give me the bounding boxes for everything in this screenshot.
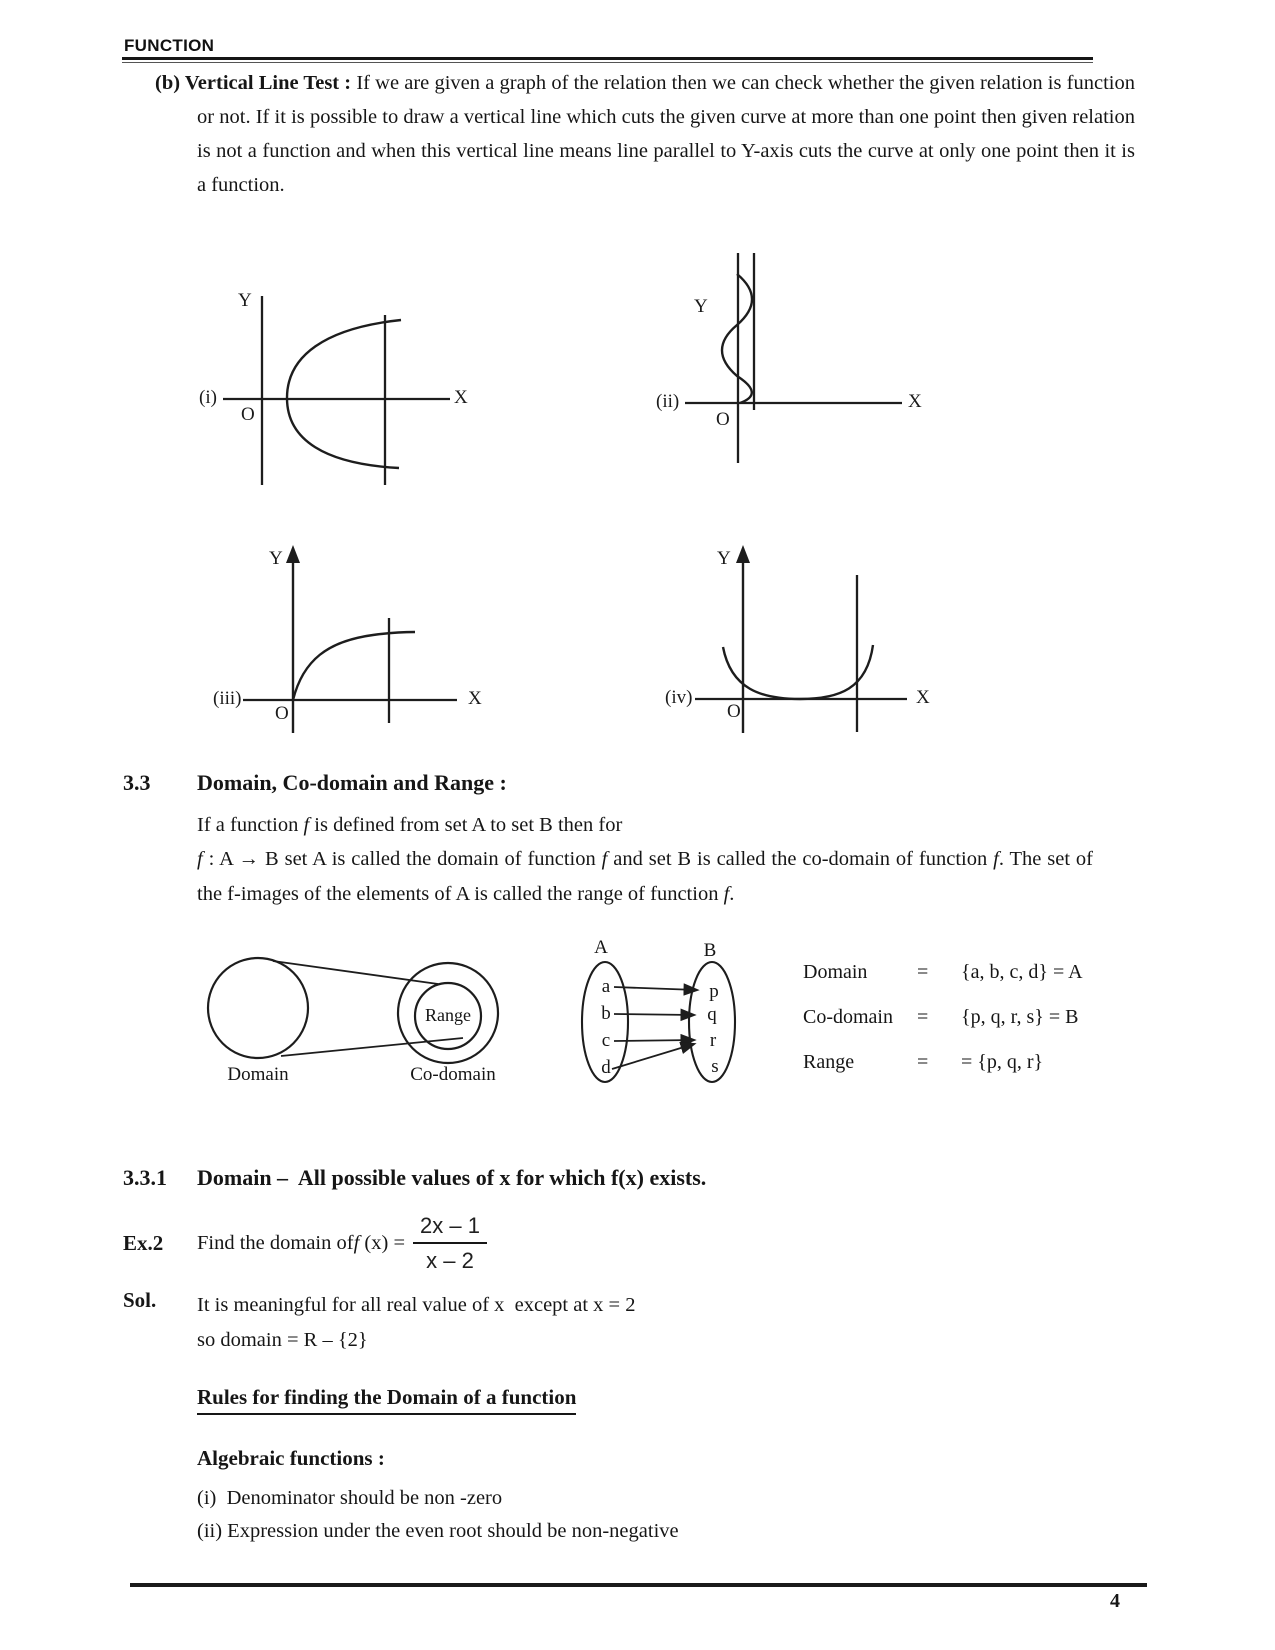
y-axis-label: Y	[717, 548, 731, 569]
set-a-label: A	[594, 937, 608, 958]
graph-iv-figure	[655, 540, 950, 735]
equation-row-codomain	[803, 995, 1103, 1040]
paragraph-lead: (b) Vertical Line Test :	[155, 72, 352, 94]
y-axis-label: Y	[238, 290, 252, 311]
equation-value: {p, q, r, s} = B	[961, 1006, 1079, 1028]
x-axis-label: X	[916, 687, 930, 708]
element-s: s	[711, 1056, 719, 1077]
algebraic-rule-item-2: (ii) Expression under the even root should be non-negative	[197, 1520, 679, 1542]
element-a: a	[601, 976, 611, 997]
equation-row-range	[803, 1040, 1103, 1085]
graph-ii-figure	[650, 228, 935, 478]
arrow-b-to-q	[614, 1014, 694, 1015]
text-segment: : A → B set A is called the domain of function	[202, 848, 602, 870]
domain-codomain-range-equations	[803, 950, 1103, 1085]
text-segment: (x) =	[359, 1231, 406, 1254]
x-axis-label: X	[468, 688, 482, 709]
paragraph-body: If we are given a graph of the relation then we can check whether the given relation is function or not. If it is possible to draw a vertical line which cuts the given curve at more than one point then given relation is not a function and when this vertical line means line parallel to Y-axis cuts the curve at only one point then it is a function.	[197, 72, 1135, 196]
equals-sign: =	[917, 961, 929, 983]
algebraic-functions-heading: Algebraic functions :	[197, 1446, 385, 1470]
element-r: r	[709, 1030, 717, 1051]
x-axis-label: X	[454, 387, 468, 408]
element-q: q	[707, 1004, 717, 1025]
equation-value: = {p, q, r}	[961, 1051, 1044, 1073]
graph-ii-tag: (ii)	[656, 391, 680, 412]
range-label: Range	[425, 1005, 471, 1025]
graph-i-tag: (i)	[199, 387, 217, 408]
text-segment: . The set of the f-images of the elements of A is called the range of function	[197, 848, 1093, 905]
domain-codomain-figure	[195, 905, 590, 1090]
italic-f: f	[723, 882, 730, 905]
subsection-title: Domain – All possible values of x for which f(x) exists.	[197, 1165, 707, 1190]
text-segment: and set B is called the co-domain of function	[607, 848, 994, 870]
section-33-paragraph	[197, 842, 1093, 911]
element-b: b	[601, 1003, 611, 1024]
graph-iii-figure	[213, 540, 498, 735]
text-segment: .	[729, 882, 735, 905]
increasing-curve	[293, 632, 415, 700]
vertical-line-test-paragraph	[155, 66, 1135, 202]
italic-f: f	[353, 1231, 360, 1254]
page-header-title: FUNCTION	[124, 36, 215, 55]
domain-label: Domain	[227, 1064, 289, 1085]
equation-label: Co-domain	[803, 1006, 893, 1028]
solution-label: Sol.	[123, 1288, 157, 1312]
y-axis-label: Y	[269, 548, 283, 569]
footer-rule	[130, 1583, 1147, 1587]
italic-f: f	[303, 814, 310, 836]
equation-value: {a, b, c, d} = A	[961, 961, 1083, 983]
equation-row-domain	[803, 950, 1103, 995]
rules-heading: Rules for finding the Domain of a function	[197, 1385, 576, 1415]
italic-f: f	[601, 848, 608, 870]
header-rule	[122, 57, 1093, 63]
section-title: Domain, Co-domain and Range :	[197, 770, 507, 795]
italic-f: f	[197, 848, 203, 870]
graph-ii	[650, 228, 935, 478]
fraction	[413, 1213, 487, 1274]
origin-label: O	[716, 409, 730, 430]
y-axis-label: Y	[694, 296, 708, 317]
origin-label: O	[727, 701, 741, 722]
y-axis-arrowhead	[736, 545, 750, 563]
x-axis-label: X	[908, 391, 922, 412]
upper-tangent-line	[273, 961, 438, 984]
mapping-diagram	[552, 928, 747, 1093]
fraction-denominator: x – 2	[426, 1247, 474, 1273]
text-segment: Find the domain of	[197, 1231, 354, 1254]
equals-sign: =	[917, 1051, 929, 1073]
equation-label: Domain	[803, 961, 868, 983]
example-2-line	[197, 1210, 487, 1276]
graph-iv-tag: (iv)	[665, 687, 693, 708]
subsection-number: 3.3.1	[123, 1165, 167, 1190]
graph-iii-tag: (iii)	[213, 688, 242, 709]
text-segment: If a function	[197, 814, 304, 836]
page-number: 4	[1110, 1590, 1120, 1612]
element-c: c	[601, 1030, 611, 1051]
graph-iv	[655, 540, 950, 735]
origin-label: O	[241, 404, 255, 425]
codomain-label: Co-domain	[410, 1064, 496, 1085]
equation-label: Range	[803, 1051, 855, 1073]
fraction-numerator: 2x – 1	[413, 1213, 487, 1244]
solution-line2: so domain = R – {2}	[197, 1329, 368, 1351]
set-b-label: B	[703, 940, 717, 961]
domain-circle	[208, 958, 308, 1058]
domain-codomain-diagram	[195, 905, 590, 1090]
parabola-curve	[723, 645, 873, 699]
section-number: 3.3	[123, 770, 151, 795]
solution-line1: It is meaningful for all real value of x except at x = 2	[197, 1294, 636, 1316]
algebraic-rule-item-1: (i) Denominator should be non -zero	[197, 1487, 503, 1509]
element-d: d	[601, 1057, 611, 1078]
graph-i	[195, 268, 485, 493]
element-p: p	[709, 981, 719, 1002]
graph-iii	[213, 540, 498, 735]
italic-f: f	[993, 848, 999, 870]
section-33-line1	[197, 808, 1093, 842]
equals-sign: =	[917, 1006, 929, 1028]
text-segment: is defined from set A to set B then for	[309, 814, 623, 836]
example-label: Ex.2	[123, 1231, 164, 1255]
arrow-a-to-p	[614, 987, 697, 990]
arrow-c-to-r	[614, 1040, 694, 1041]
origin-label: O	[275, 703, 289, 724]
y-axis-arrowhead	[286, 545, 300, 563]
